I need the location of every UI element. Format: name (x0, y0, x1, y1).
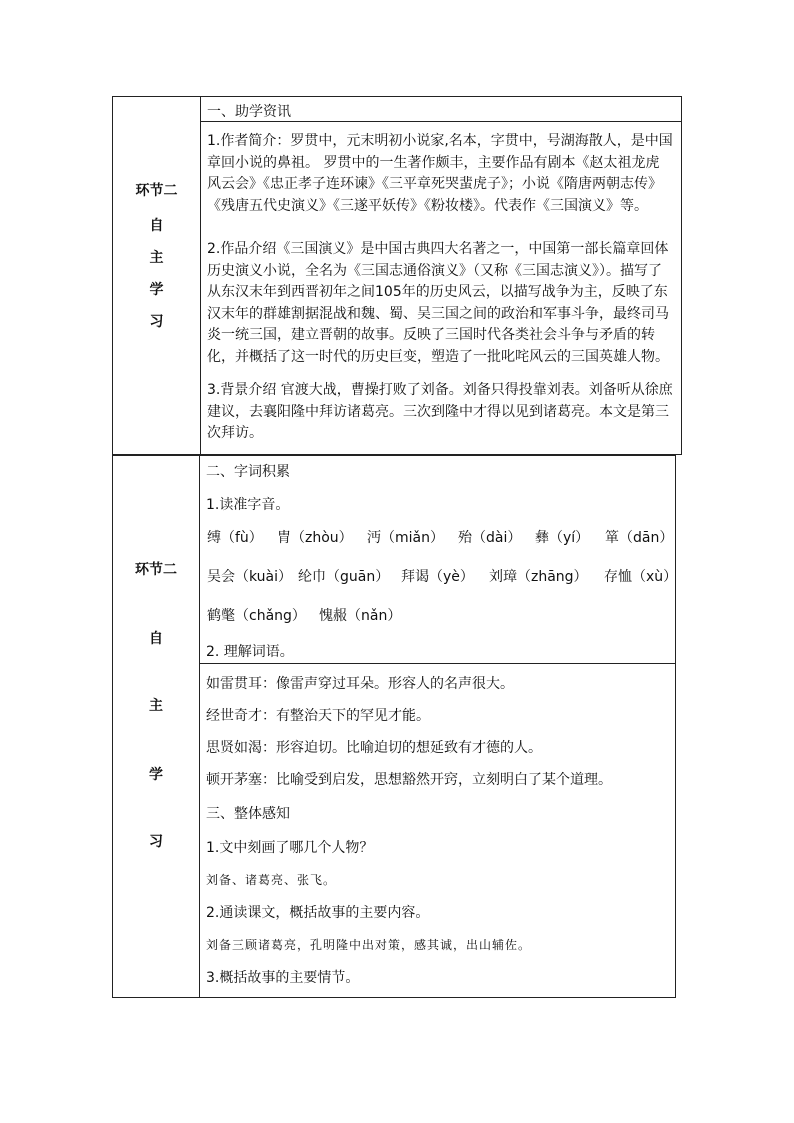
background-intro: 3.背景介绍 官渡大战，曹操打败了刘备。刘备只得投靠刘表。刘备听从徐庶建议，去襄阳隆中拜访诸葛亮。三次到隆中才得以见到诸葛亮。本文是第三次拜访。 (207, 382, 673, 441)
vocab-right-cell (200, 456, 678, 997)
author-intro: 1.作者简介：罗贯中，元末明初小说家,名本，字贯中，号湖海散人，是中国章回小说的鼻祖。 罗贯中的一生著作颇丰，主要作品有剧本《赵太祖龙虎风云会》《忠正孝子连环谏》《三平章死哭蜚虎子》；小说《隋唐两朝志传》《残唐五代史演义》《三遂平妖传》《粉妆楼》。代表作《三国演义》等。 (207, 133, 673, 214)
pron-word: 殆（dài） (458, 530, 522, 546)
answer-1: 刘备、诸葛亮、张飞。 (206, 873, 337, 887)
divider (200, 663, 675, 664)
info-left-cell (113, 97, 201, 454)
vocab-item: 顿开茅塞：比喻受到启发，思想豁然开窍，立刻明白了某个道理。 (206, 772, 612, 788)
pron-word: 刘璋（zhāng） (489, 569, 588, 585)
stage-char-xue: 学 (149, 282, 164, 298)
pron-word: 胄（zhòu） (277, 530, 353, 546)
stage-char-zi: 自 (149, 218, 164, 234)
question-2: 2.通读课文，概括故事的主要内容。 (206, 905, 430, 921)
stage-char-xi: 习 (149, 314, 164, 330)
pron-word: 愧赧（nǎn） (319, 608, 402, 624)
pron-word: 纶巾（guān） (298, 569, 390, 585)
stage-label: 环节二 (135, 562, 177, 578)
stage-label: 环节二 (135, 183, 178, 199)
vocab-table (112, 455, 676, 998)
pronunciation-title: 1.读准字音。 (206, 497, 290, 513)
info-table (112, 96, 682, 455)
work-intro: 2.作品介绍《三国演义》是中国古典四大名著之一，中国第一部长篇章回体历史演义小说，全名为《三国志通俗演义》（又称《三国志演义》）。描写了从东汉末年到西晋初年之间105年的历史风云，以描写战争为主，反映了东汉末年的群雄割据混战和魏、蜀、吴三国之间的政治和军事斗争，最终司马炎一统三国，建立晋朝的故事。反映了三国时代各类社会斗争与矛盾的转化，并概括了这一时代的历史巨变，塑造了一批叱咤风云的三国英雄人物。 (207, 241, 669, 365)
stage-char-xi: 习 (149, 834, 163, 850)
pron-word: 拜谒（yè） (401, 569, 474, 585)
pron-word: 缚（fù） (207, 530, 263, 546)
section-title-info: 一、助学资讯 (207, 104, 291, 120)
vocab-item: 如雷贯耳：像雷声穿过耳朵。形容人的名声很大。 (206, 676, 514, 692)
stage-char-xue: 学 (149, 767, 163, 783)
stage-char-zi: 自 (149, 631, 163, 647)
vocab-item: 思贤如渴：形容迫切。比喻迫切的想延致有才德的人。 (206, 740, 542, 756)
pron-word: 沔（miǎn） (367, 530, 444, 546)
divider (201, 121, 681, 122)
stage-char-zhu: 主 (149, 698, 163, 714)
pron-word: 彝（yí） (535, 530, 590, 546)
vocab-item: 经世奇才：有整治天下的罕见才能。 (206, 708, 430, 724)
stage-char-zhu: 主 (149, 250, 164, 266)
info-right-cell (201, 97, 681, 454)
section-title-vocab: 二、字词积累 (206, 464, 290, 480)
question-3: 3.概括故事的主要情节。 (206, 970, 360, 986)
section-title-overview: 三、整体感知 (206, 806, 290, 822)
pron-word: 存恤（xù） (604, 569, 678, 585)
vocab-left-cell (113, 456, 200, 997)
pron-word: 吴会（kuài） (207, 569, 293, 585)
pron-word: 鹤氅（chǎng） (207, 608, 306, 624)
question-1: 1.文中刻画了哪几个人物？ (206, 840, 374, 856)
vocab-title: 2. 理解词语。 (206, 644, 294, 660)
answer-2: 刘备三顾诸葛亮，孔明隆中出对策，感其诚，出山辅佐。 (206, 938, 532, 952)
pron-word: 箪（dān） (605, 530, 674, 546)
